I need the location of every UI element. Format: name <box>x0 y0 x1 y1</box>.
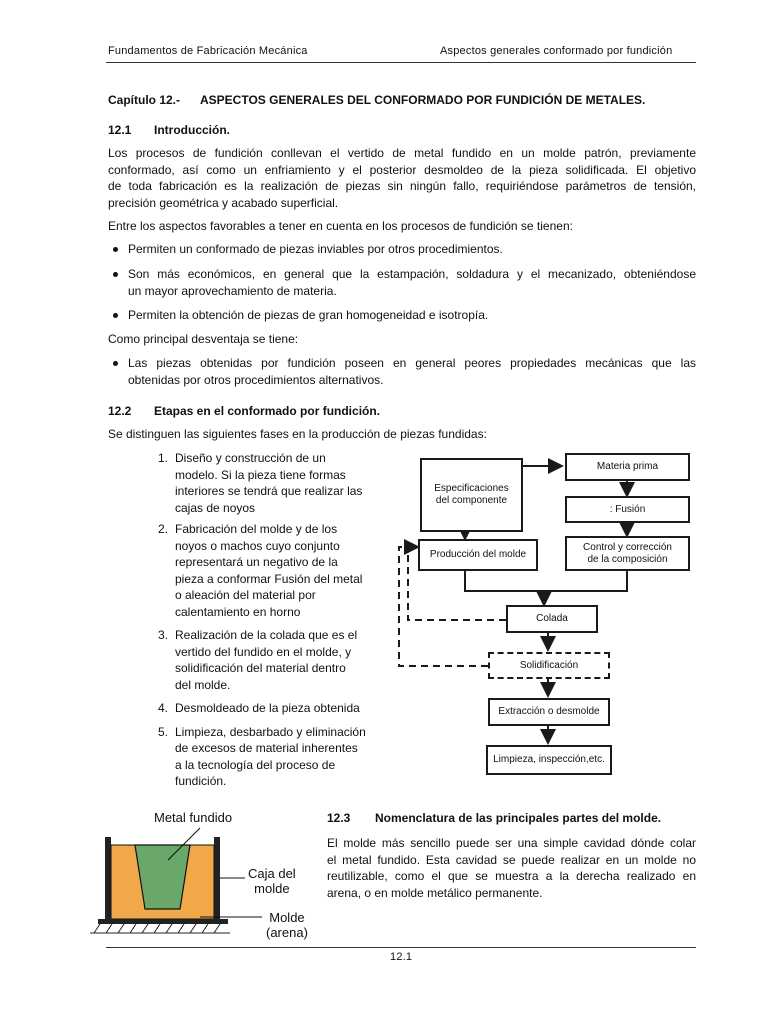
stage-line: de excesos de material inherentes <box>175 741 358 755</box>
stage-line: o aleación del material por <box>175 588 316 602</box>
bullet-line: Las piezas obtenidas por fundición poseen en general peores propiedades mecánicas que las <box>128 356 696 370</box>
flow-label: de la composición <box>587 553 668 565</box>
header-left: Fundamentos de Fabricación Mecánica <box>108 45 308 57</box>
paragraph-line: el metal fundido. Esta cavidad se puede realizar en un molde no <box>327 852 696 867</box>
flow-label: : Fusión <box>609 503 646 515</box>
label-line: (arena) <box>266 925 308 940</box>
flow-box-materia-prima <box>565 453 690 481</box>
stage-line: vertido del fundido en el molde, y <box>175 644 352 659</box>
paragraph-line: arena, o en molde metálico permanente. <box>327 885 543 900</box>
page-number: 12.1 <box>390 951 413 963</box>
intro-line: conformado, así como un enfriamiento y el posterior desmoldeo de la pieza solidificada. El objetivo <box>108 162 696 177</box>
section-3-paragraph <box>327 835 696 901</box>
stage-item <box>150 724 382 790</box>
label-line: Molde <box>269 910 305 925</box>
stage-line: interiores se tendrá que realizar las <box>175 484 363 498</box>
stage-number: 3. <box>157 628 168 642</box>
paragraph-line: El molde más sencillo puede ser una simple cavidad dónde colar <box>327 836 696 850</box>
bullet-dot <box>113 361 118 366</box>
flow-box-produccion-molde <box>418 539 538 571</box>
stage-line: solidificación del material dentro <box>175 661 346 675</box>
stage-item <box>150 700 382 717</box>
stage-line: representará un negativo de la <box>175 555 338 569</box>
paragraph-line: reutilizable, como el que se muestra a la derecha realizado en <box>327 869 696 883</box>
stage-number: 1. <box>157 451 168 465</box>
section-2-number: 12.2 <box>108 404 132 418</box>
stage-item <box>150 627 382 693</box>
header-right: Aspectos generales conformado por fundición <box>440 45 673 57</box>
mold-illustration <box>90 805 320 945</box>
section-1-number: 12.1 <box>108 123 132 137</box>
bullet-dot <box>113 313 118 318</box>
stage-item <box>150 450 382 516</box>
flow-label: Producción del molde <box>429 549 527 560</box>
label-molde-arena <box>266 910 308 940</box>
flow-box-extraccion <box>488 698 610 726</box>
bullet-line: un mayor aprovechamiento de materia. <box>128 283 337 298</box>
chapter-label: Capítulo 12.- <box>108 93 181 107</box>
stage-line: Fabricación del molde y de los <box>175 522 338 536</box>
stage-number: 5. <box>157 724 168 739</box>
intro-line: Los procesos de fundición conllevan el vertido de metal fundido en un molde patrón, previamente <box>108 146 696 160</box>
bullet-item: Permiten un conformado de piezas inviables por otros procedimientos. <box>128 242 503 256</box>
flow-label: Control y corrección <box>583 541 672 553</box>
footer-rule <box>106 947 696 948</box>
stage-line: Diseño y construcción de un <box>175 451 326 465</box>
stage-line: cajas de noyos <box>175 500 256 515</box>
bullet-line: obtenidas por otros procedimientos alternativos. <box>128 372 384 387</box>
section-1-title: Introducción. <box>154 123 230 137</box>
intro-line: precisión geométrica y acabado superficial. <box>108 195 339 210</box>
process-flow-diagram <box>390 445 700 785</box>
favorable-intro: Entre los aspectos favorables a tener en cuenta en los procesos de fundición se tienen: <box>108 219 573 233</box>
stage-line: Limpieza, desbarbado y eliminación <box>175 724 366 739</box>
disadvantage-intro: Como principal desventaja se tiene: <box>108 332 299 346</box>
label-line: molde <box>254 881 290 896</box>
bullet-dot <box>113 272 118 277</box>
flow-label: del componente <box>435 495 508 506</box>
stage-line: Realización de la colada que es el <box>175 628 358 642</box>
flow-label: Especificaciones <box>434 483 509 494</box>
stage-item <box>150 521 382 620</box>
flow-box-control <box>565 536 690 571</box>
bullet-line: Son más económicos, en general que la estampación, soldadura y el mecanizado, obteniéndose <box>128 267 696 281</box>
label-metal-fundido: Metal fundido <box>154 810 233 825</box>
chapter-title: ASPECTOS GENERALES DEL CONFORMADO POR FUNDICIÓN DE METALES. <box>200 93 646 107</box>
flow-label: Materia prima <box>596 461 659 472</box>
section-3-title: Nomenclatura de las principales partes del molde. <box>375 811 662 825</box>
bullet-item: Permiten la obtención de piezas de gran homogeneidad e isotropía. <box>128 308 489 322</box>
bullet-dot <box>113 247 118 252</box>
flow-label: Extracción o desmolde <box>498 706 600 717</box>
stage-line: calentamiento en horno <box>175 604 301 619</box>
stage-line: a la tecnología del proceso de <box>175 757 336 772</box>
flow-box-colada <box>506 605 598 633</box>
stages-list <box>150 450 382 790</box>
stage-line: fundición. <box>175 774 227 788</box>
bullet-item <box>128 355 696 388</box>
header-rule <box>106 62 696 63</box>
intro-line: de toda fabricación es la realización de piezas sin ningún fallo, requiriéndose parámetros de tensión, <box>108 179 696 193</box>
flow-box-fusion <box>565 496 690 523</box>
flow-label: Colada <box>536 613 568 624</box>
section-3-number: 12.3 <box>327 811 351 825</box>
label-caja-molde <box>248 866 296 896</box>
section-2-title: Etapas en el conformado por fundición. <box>154 404 381 418</box>
label-line: Caja del <box>248 866 296 881</box>
stages-intro: Se distinguen las siguientes fases en la producción de piezas fundidas: <box>108 427 487 441</box>
flow-box-solidificacion <box>488 652 610 679</box>
stage-number: 4. <box>157 701 168 715</box>
stage-line: del molde. <box>175 677 231 692</box>
stage-line: pieza a conformar Fusión del metal <box>175 571 363 586</box>
stage-line: noyos o machos cuyo conjunto <box>175 538 340 553</box>
intro-paragraph <box>108 145 696 211</box>
flow-label: Solidificación <box>519 659 579 671</box>
flow-label: Limpieza, inspección,etc. <box>493 754 605 765</box>
flow-box-especificaciones <box>420 458 523 532</box>
stage-line: modelo. Si la pieza tiene formas <box>175 467 346 482</box>
flow-box-limpieza <box>486 745 612 775</box>
stage-line: Desmoldeado de la pieza obtenida <box>175 701 360 715</box>
bullet-item <box>128 266 696 299</box>
stage-number: 2. <box>157 522 168 536</box>
